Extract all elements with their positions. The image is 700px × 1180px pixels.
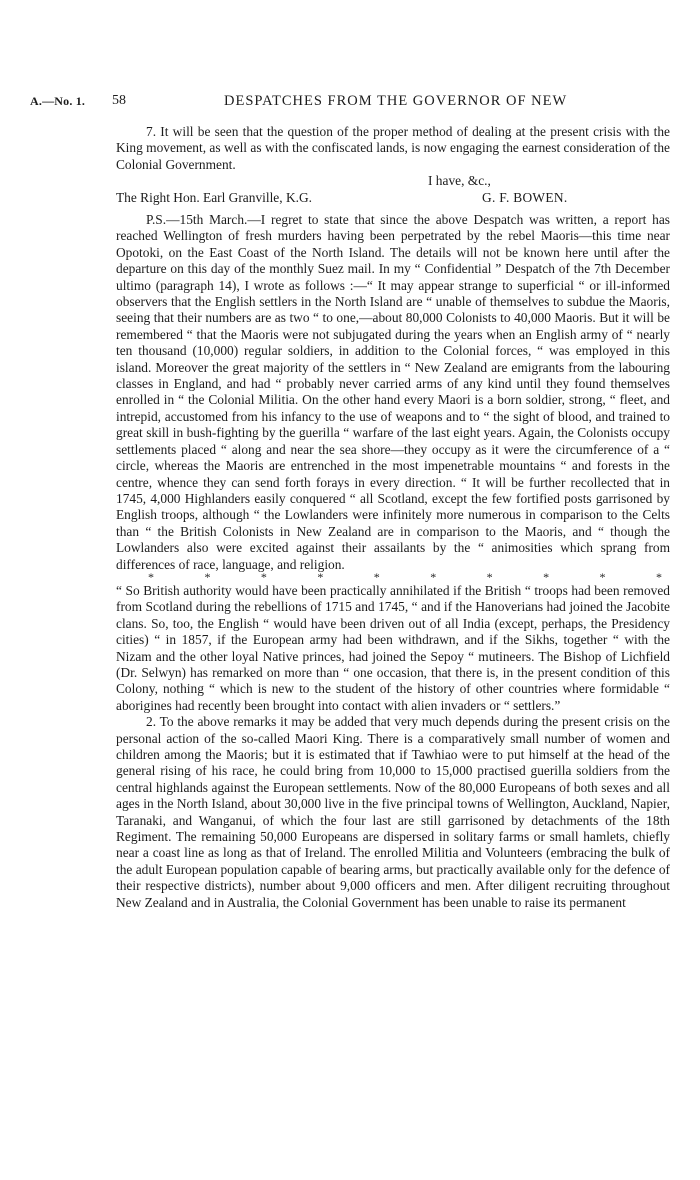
quote-continued-paragraph: “ So British authority would have been practically annihilated if the British “ troops had been removed from Scotland during the rebellions of 1715 and 1745, “ and if the Hanoverians had joined the Jacobite clans. So, too, the English “ would have been driven out of all India (except, perhaps, the Presidency cities) “ in 1857, if the European army had been withdrawn, and if the Sikhs, together “ with the Nizam and the other loyal Native princes, had joined the Sepoy “ mutineers. The Bishop of Lichfield (Dr. Selwyn) has remarked on more than “ one occasion, that there is, in the present condition of this Colony, nothing “ which is new to the student of the history of other countries where formidable “ aborigines had recently been brought into contact with alien invaders or “ settlers.” — [116, 582, 670, 713]
star: * — [599, 569, 606, 584]
signature-name: G. F. BOWEN. — [482, 189, 568, 205]
document-body — [116, 124, 670, 911]
star: * — [317, 569, 324, 584]
star: * — [204, 569, 211, 584]
paragraph-7: 7. It will be seen that the question of the proper method of dealing at the present crisis with the King movement, as well as with the confiscated lands, is now engaging the earnest consideration of the Colonial Government. — [116, 124, 670, 172]
star: * — [430, 569, 437, 584]
star: * — [260, 569, 267, 584]
closing-phrase: I have, &c., — [428, 173, 491, 189]
running-title: DESPATCHES FROM THE GOVERNOR OF NEW — [224, 93, 568, 109]
paragraph-2: 2. To the above remarks it may be added that very much depends during the present crisis on the personal action of the so-called Maori King. There is a comparatively small number of women and children among the Maoris; but it is estimated that if Tawhiao were to put himself at the head of the general rising of his race, he could bring from 10,000 to 15,000 practised guerilla soldiers from the central highlands against the European settlements. Now of the 80,000 Europeans of both sexes and all ages in the North Island, about 30,000 live in the five principal towns of Wellington, Auckland, Napier, Taranaki, and Wanganui, of which the four last are still garrisoned by detachments of the 18th Regiment. The remaining 50,000 Europeans are dispersed in solitary farms or small hamlets, chiefly near a coast line as long as that of Ireland. The enrolled Militia and Volunteers (embracing the bulk of the adult European population capable of bearing arms, but practically available only for the defence of their respective districts), number about 9,000 officers and men. After diligent recruiting throughout New Zealand and in Australia, the Colonial Government has been unable to raise its permanent — [116, 714, 670, 910]
addressee: The Right Hon. Earl Granville, K.G. — [116, 189, 312, 205]
star: * — [655, 569, 662, 584]
postscript-paragraph: P.S.—15th March.—I regret to state that since the above Despatch was written, a report has reached Wellington of fresh murders having been perpetrated by the rebel Maoris—this time near Opotoki, on the East Coast of the North Island. The details will not be known here until after the departure on this day of the monthly Suez mail. In my “ Confidential ” Despatch of the 7th December ultimo (paragraph 14), I wrote as follows :—“ It may appear strange to superficial “ or ill-informed observers that the English settlers in the North Island are “ unable of themselves to subdue the Maoris, seeing that their numbers are as two “ to one,—about 80,000 Colonists to 40,000 Maoris. But it will be remembered “ that the Maoris were not subjugated during the years when an English army of “ nearly ten thousand (10,000) regular soldiers, in addition to the Colonial forces, “ was employed in this island. Moreover the great majority of the settlers in “ New Zealand are emigrants from the labouring classes in England, and had “ probably never carried arms of any kind until they found themselves enrolled in “ the Colonial Militia. On the other hand every Maori is a born soldier, strong, “ fleet, and intrepid, accustomed from his infancy to the use of weapons and to “ the sight of blood, and trained to great skill in bush-fighting by the guerilla “ warfare of the last eight years. Again, the Colonists occupy settlements placed “ along and near the sea shore—they occupy as it were the circumference of a “ circle, whereas the Maoris are entrenched in the most impenetrable mountains “ and forests in the centre, whence they can send forth forays in every direction. “ It will be further recollected that in 1745, 4,000 Highlanders easily conquered “ all Scotland, except the few fortified posts garrisoned by English troops, although “ the Lowlanders were infinitely more numerous in comparison to the Celts than “ the British Colonists in New Zealand are in comparison to the Maoris, and “ though the Lowlanders also were excited against their assailants by the “ animosities which sprang from differences of race, language, and religion. — [116, 212, 670, 572]
document-reference: A.—No. 1. — [30, 94, 86, 108]
page-header — [30, 94, 670, 112]
star: * — [373, 569, 380, 584]
star: * — [543, 569, 550, 584]
star: * — [148, 569, 154, 584]
star: * — [486, 569, 493, 584]
letter-closing — [116, 173, 670, 206]
page-number: 58 — [112, 93, 126, 108]
